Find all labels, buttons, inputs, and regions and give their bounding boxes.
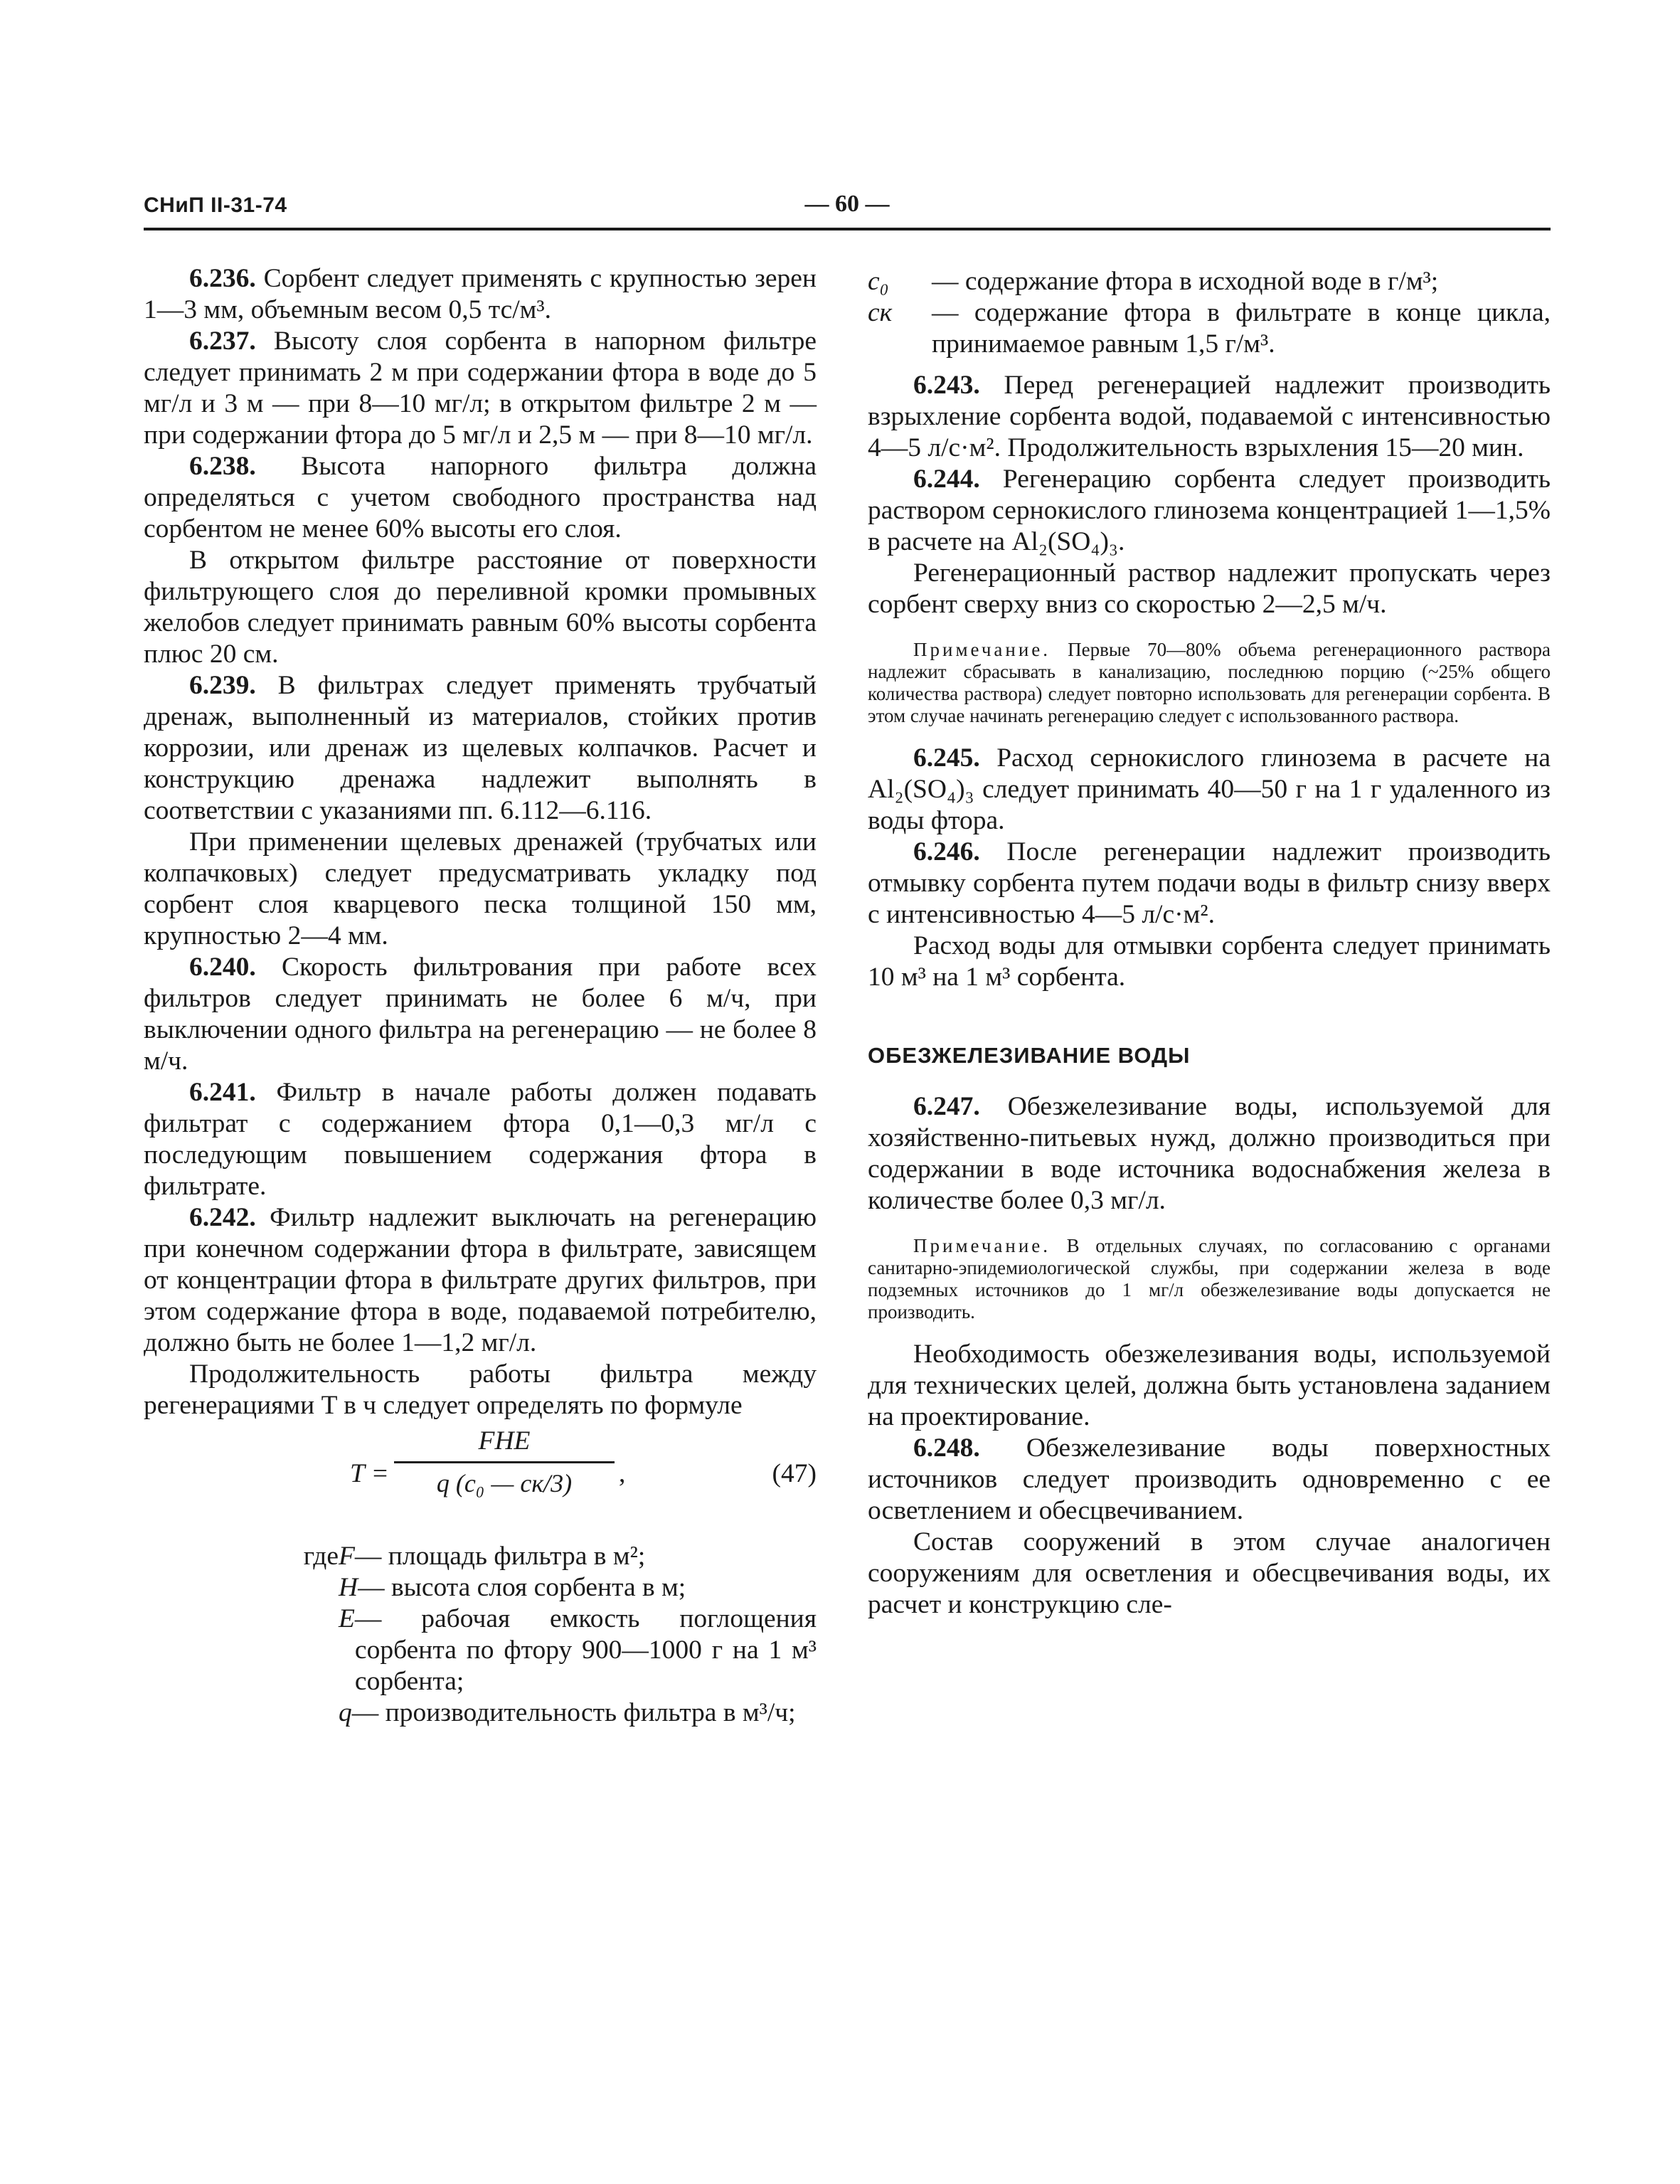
definition-q [144,1697,817,1729]
note-regeneration [868,639,1551,727]
formula-denominator: q (c₀ — cк/3) [436,1469,573,1497]
clause-text: Обезжелезивание воды, используемой для хозяйственно-питьевых нужд, должно производиться при содержании в воде источника водоснабжения железа в количестве более 0,3 мг/л. [868,1092,1551,1215]
definition-symbol: E [339,1604,355,1633]
formula-definitions [144,1541,817,1729]
paragraph: При применении щелевых дренажей (трубчатых или колпачковых) следует предусматривать укладку под сорбент слоя кварцевого песка толщиной 150 мм, крупностью 2—4 мм. [144,827,817,950]
clause-number: 6.236. [189,264,256,293]
paragraph: Состав сооружений в этом случае аналогичен сооружениям для осветления и обесцвечивания воды, их расчет и конструкцию сле- [868,1527,1551,1619]
definition-f [144,1541,817,1572]
paragraph: Продолжительность работы фильтра между регенерациями T в ч следует определять по формуле [144,1359,817,1420]
clause-number: 6.243. [913,371,980,400]
clause-6-243 [868,370,1551,464]
fraction-bar [394,1461,615,1463]
clause-6-237 [144,326,817,451]
clause-text: После регенерации надлежит производить отмывку сорбента путем подачи воды в фильтр снизу вверх с интенсивностью 4—5 л/с·м². [868,837,1551,929]
clause-number: 6.237. [189,327,256,356]
definition-symbol: F [339,1542,355,1571]
note-label: Примечание. [913,1235,1051,1256]
clause-6-238 [144,451,817,545]
clause-number: 6.238. [189,452,256,481]
left-column [144,263,817,1729]
clause-number: 6.241. [189,1078,256,1107]
clause-number: 6.246. [913,837,980,866]
clause-text: Сорбент следует применять с крупностью зерен 1—3 мм, объемным весом 0,5 тс/м³. [144,264,817,324]
definition-text: — содержание фтора в исходной воде в г/м³; [932,267,1439,296]
clause-number: 6.245. [913,743,980,773]
clause-6-245 [868,743,1551,837]
clause-6-236 [144,263,817,326]
definition-symbol: q [339,1698,352,1727]
formula-definitions-continued [868,266,1551,360]
page-number: — 60 — [804,191,890,217]
clause-6-240 [144,952,817,1077]
formula-47 [144,1426,817,1532]
clause-number: 6.244. [913,465,980,494]
note-text: Первые 70—80% объема регенерационного раствора надлежит сбрасывать в канализацию, последнюю порцию (~25% общего количества раствора) следует повторно использовать для регенерации сорбента. В этом случае начинать регенерацию следует с использованного раствора. [868,639,1551,726]
definition-ck [868,297,1551,360]
definition-text: — производительность фильтра в м³/ч; [351,1698,796,1727]
clause-text: Высота напорного фильтра должна определяться с учетом свободного пространства над сорбентом не менее 60% высоты его слоя. [144,452,817,544]
definition-lead [144,1572,339,1603]
definition-lead [144,1603,339,1697]
clause-number: 6.240. [189,953,256,982]
equation-number: (47) [772,1459,817,1488]
clause-6-242 [144,1202,817,1359]
clause-6-248 [868,1433,1551,1527]
clause-number: 6.247. [913,1092,980,1121]
note-text: В отдельных случаях, по согласованию с органами санитарно-эпидемиологической службы, при содержании железа в воде подземных источников до 1 мг/л обезжелезивание воды допускается не производить. [868,1235,1551,1322]
clause-text: В фильтрах следует применять трубчатый дренаж, выполненный из материалов, стойких против коррозии, или дренаж из щелевых колпачков. Расчет и конструкцию дренажа надлежит выполнять в соответствии с указаниями пп. 6.112—6.116. [144,671,817,825]
clause-6-246 [868,837,1551,931]
clause-text: Скорость фильтрования при работе всех фильтров следует принимать не более 6 м/ч, при выключении одного фильтра на регенерацию — не более 8 м/ч. [144,953,817,1076]
definition-symbol: c₀ [868,267,889,296]
definition-symbol: H [339,1573,358,1602]
formula-comma: , [619,1459,626,1488]
clause-text: Фильтр надлежит выключать на регенерацию при конечном содержании фтора в фильтрате, зависящем от концентрации фтора в фильтрате других фильтров, при этом содержание фтора в воде, подаваемой потребителю, должно быть не более 1—1,2 мг/л. [144,1203,817,1357]
clause-number: 6.239. [189,671,256,700]
header-rule [144,228,1551,230]
clause-text: Регенерацию сорбента следует производить раствором сернокислого глинозема концентрацией 1—1,5% в расчете на Al₂(SO₄)₃. [868,465,1551,556]
note-iron-removal [868,1235,1551,1323]
definition-c0 [868,266,1551,297]
clause-text: Расход сернокислого глинозема в расчете на Al₂(SO₄)₃ следует принимать 40—50 г на 1 г удаленного из воды фтора. [868,743,1551,835]
paragraph: В открытом фильтре расстояние от поверхности фильтрующего слоя до переливной кромки промывных желобов следует принимать равным 60% высоты сорбента плюс 20 см. [144,546,817,669]
definition-lead [144,1697,339,1729]
clause-6-247 [868,1091,1551,1216]
definition-lead: где [303,1542,339,1571]
definition-e [144,1603,817,1697]
clause-text: Обезжелезивание воды поверхностных источников следует производить одновременно с ее осветлением и обесцвечиванием. [868,1433,1551,1525]
note-label: Примечание. [913,639,1051,660]
document-code: СНиП II-31-74 [144,194,287,217]
formula-lhs: T = [350,1459,389,1488]
section-title: ОБЕЗЖЕЛЕЗИВАНИЕ ВОДЫ [868,1043,1191,1068]
formula-numerator: FHE [478,1426,531,1456]
clause-text: Высоту слоя сорбента в напорном фильтре следует принимать 2 м при содержании фтора в воде до 5 мг/л и 3 м — при 8—10 мг/л; в открытом фильтре 2 м — при содержании фтора до 5 мг/л и 2,5 м — при 8—10 мг/л. [144,327,817,450]
right-column [868,263,1551,1621]
clause-text: Перед регенерацией надлежит производить взрыхление сорбента водой, подаваемой с интенсивностью 4—5 л/с·м². Продолжительность взрыхления 15—20 мин. [868,371,1551,462]
clause-number: 6.242. [189,1203,256,1232]
clause-number: 6.248. [913,1433,980,1463]
definition-text: — площадь фильтра в м²; [354,1542,646,1571]
page-header [144,191,1551,233]
paragraph: Регенерационный раствор надлежит пропускать через сорбент сверху вниз со скоростью 2—2,5 м/ч. [868,558,1551,619]
definition-text: — рабочая емкость поглощения сорбента по фтору 900—1000 г на 1 м³ сорбента; [354,1604,817,1696]
definition-text: — высота слоя сорбента в м; [358,1573,686,1602]
paragraph: Расход воды для отмывки сорбента следует принимать 10 м³ на 1 м³ сорбента. [868,931,1551,992]
formula-fraction [394,1426,615,1499]
clause-text: Фильтр в начале работы должен подавать фильтрат с содержанием фтора 0,1—0,3 мг/л с последующим повышением содержания фтора в фильтрате. [144,1078,817,1201]
definition-symbol: cк [868,298,893,327]
clause-6-244 [868,464,1551,558]
definition-text: — содержание фтора в фильтрате в конце цикла, принимаемое равным 1,5 г/м³. [932,298,1551,359]
definition-h [144,1572,817,1603]
clause-6-239 [144,670,817,827]
clause-6-241 [144,1077,817,1202]
paragraph: Необходимость обезжелезивания воды, используемой для технических целей, должна быть установлена заданием на проектирование. [868,1340,1551,1431]
